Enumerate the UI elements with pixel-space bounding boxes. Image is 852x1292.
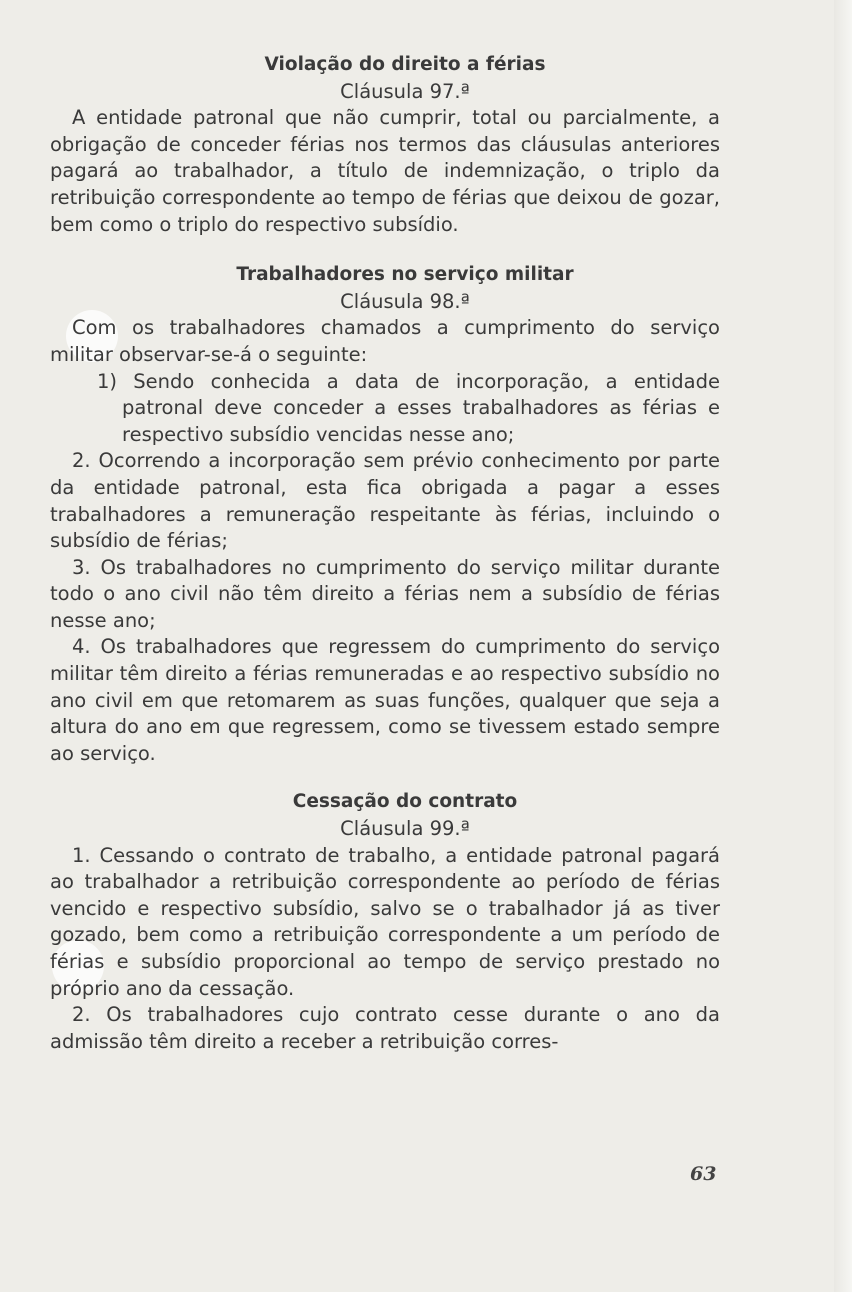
clause-98-item-1: 1) Sendo conhecida a data de incorporação, a entidade patronal deve conceder a esses trabalhadores as férias e respectivo subsídio vencidas nesse ano; [97,369,720,446]
page-edge [834,0,852,1292]
clause-98-intro: Com os trabalhadores chamados a cumprimento do serviço militar observar-se-á o seguinte: [50,316,720,366]
section-heading-servico-militar: Trabalhadores no serviço militar [236,264,574,286]
clause-98-item-3: 3. Os trabalhadores no cumprimento do serviço militar durante todo o ano civil não têm direito a férias nem a subsídio de férias nesse ano; [50,555,720,632]
clause-98-item-2: 2. Ocorrendo a incorporação sem prévio conhecimento por parte da entidade patronal, esta fica obrigada a pagar a esses trabalhadores a remuneração respeitante às férias, incluindo o subsídio de férias; [50,449,720,553]
clause-99-title: Cláusula 99.ª [340,817,470,841]
clause-97-paragraph: A entidade patronal que não cumprir, total ou parcialmente, a obrigação de conceder férias nos termos das cláusulas anteriores pagará ao trabalhador, a título de indemnização, o triplo da retribuição correspondente ao tempo de férias que deixou de gozar, bem como o triplo do respectivo subsídio. [50,106,720,236]
clause-98-item-4: 4. Os trabalhadores que regressem do cumprimento do serviço militar têm direito a férias remuneradas e ao respectivo subsídio no ano civil em que retomarem as suas funções, qualquer que seja a altura do ano em que regressem, como se tivessem estado sempre ao serviço. [50,635,720,765]
clause-98-title: Cláusula 98.ª [340,289,470,313]
clause-99-item-2: 2. Os trabalhadores cujo contrato cesse durante o ano da admissão têm direito a receber a retribuição corres- [50,1003,720,1053]
document-body [50,52,720,1055]
section-gap [50,238,720,262]
clause-99-item-1: 1. Cessando o contrato de trabalho, a entidade patronal pagará ao trabalhador a retribuição correspondente ao período de férias vencido e respectivo subsídio, salvo se o trabalhador já as tiver gozado, bem como a retribuição correspondente a um período de férias e subsídio proporcional ao tempo de serviço prestado no próprio ano da cessação. [50,843,720,1000]
section-heading-violacao: Violação do direito a férias [264,54,546,75]
section-heading-cessacao: Cessação do contrato [292,791,518,813]
section-gap [50,767,720,789]
page-number: 63 [690,1163,717,1185]
clause-97-title: Cláusula 97.ª [340,79,470,103]
